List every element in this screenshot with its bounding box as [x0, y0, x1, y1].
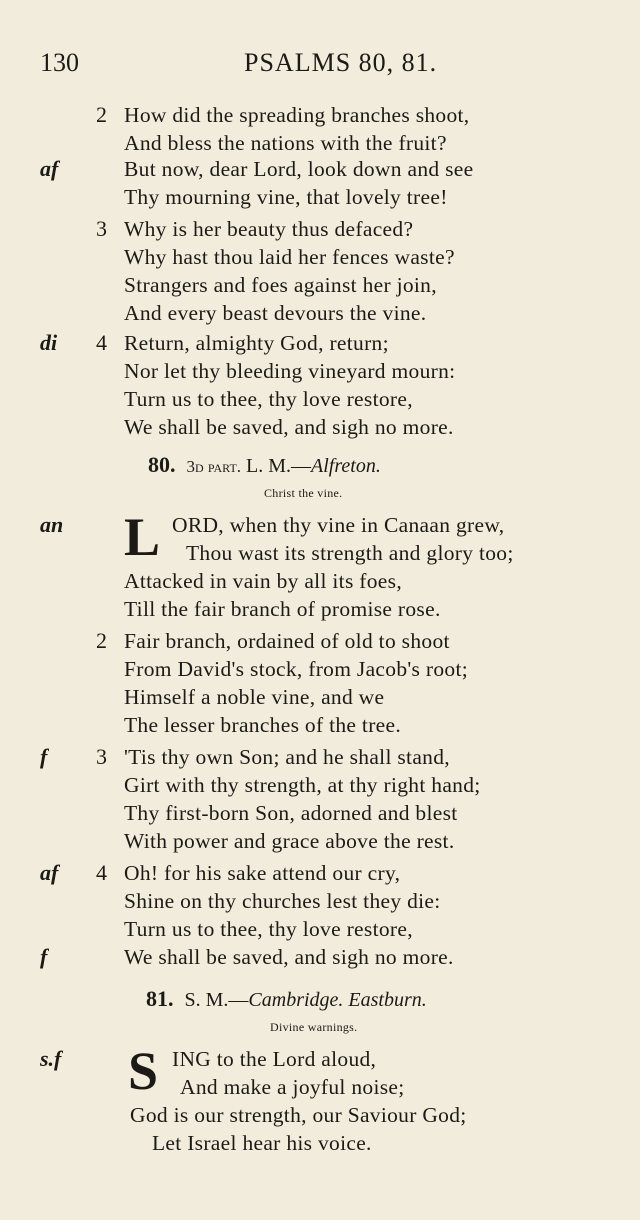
- verse-line: And every beast devours the vine.: [124, 301, 427, 325]
- dynamic-mark: f: [40, 944, 48, 969]
- verse-line: But now, dear Lord, look down and see: [124, 157, 474, 181]
- hymn-part: 3d part.: [186, 457, 242, 476]
- page-header: [40, 48, 600, 82]
- hymn-number: 81.: [146, 986, 174, 1011]
- verse-line: How did the spreading branches shoot,: [124, 103, 470, 127]
- verse-line: Girt with thy strength, at thy right hand;: [124, 773, 481, 797]
- verse-line: 'Tis thy own Son; and he shall stand,: [124, 745, 450, 769]
- hymn-tune: Cambridge. Eastburn.: [248, 989, 427, 1011]
- verse-line: Fair branch, ordained of old to shoot: [124, 629, 450, 653]
- verse-line: Oh! for his sake attend our cry,: [124, 861, 401, 885]
- dynamic-mark: f: [40, 744, 48, 769]
- verse-line: We shall be saved, and sigh no more.: [124, 945, 454, 969]
- drop-cap: S: [128, 1041, 159, 1101]
- verse-line: Thou wast its strength and glory too;: [186, 541, 514, 565]
- hymn-heading: [148, 452, 381, 478]
- hymn-heading: [146, 986, 427, 1012]
- verse-number: 2: [96, 102, 107, 127]
- verse-line: God is our strength, our Saviour God;: [130, 1103, 467, 1127]
- page-title: PSALMS 80, 81.: [244, 48, 438, 77]
- verse-line: Thy first-born Son, adorned and blest: [124, 801, 458, 825]
- verse-line: Why hast thou laid her fences waste?: [124, 245, 455, 269]
- dynamic-mark: af: [40, 156, 59, 181]
- verse-number: 2: [96, 628, 107, 653]
- hymn-subtitle: Christ the vine.: [264, 486, 343, 500]
- verse-number: 4: [96, 330, 107, 355]
- hymn-meter: S. M.—: [184, 989, 249, 1011]
- verse-line: Let Israel hear his voice.: [152, 1131, 372, 1155]
- dynamic-mark: di: [40, 330, 58, 355]
- verse-line: The lesser branches of the tree.: [124, 713, 402, 737]
- dynamic-mark: an: [40, 512, 64, 537]
- verse-line: Till the fair branch of promise rose.: [124, 597, 441, 621]
- hymn-number: 80.: [148, 452, 176, 477]
- verse-line: Strangers and foes against her join,: [124, 273, 437, 297]
- verse-line: And bless the nations with the fruit?: [124, 131, 447, 155]
- verse-line: Turn us to thee, thy love restore,: [124, 917, 413, 941]
- dynamic-mark: s.f: [40, 1046, 62, 1071]
- verse-line: Turn us to thee, thy love restore,: [124, 387, 413, 411]
- verse-line: Attacked in vain by all its foes,: [124, 569, 402, 593]
- dynamic-mark: af: [40, 860, 59, 885]
- verse-line: Return, almighty God, return;: [124, 331, 389, 355]
- verse-line: Nor let thy bleeding vineyard mourn:: [124, 359, 456, 383]
- verse-number: 3: [96, 216, 107, 241]
- verse-line: Thy mourning vine, that lovely tree!: [124, 185, 448, 209]
- drop-cap: L: [124, 507, 161, 567]
- verse-line: And make a joyful noise;: [180, 1075, 405, 1099]
- hymn-tune: Alfreton.: [311, 455, 381, 477]
- verse-line: From David's stock, from Jacob's root;: [124, 657, 468, 681]
- verse-line: Shine on thy churches lest they die:: [124, 889, 441, 913]
- verse-line: ORD, when thy vine in Canaan grew,: [172, 513, 505, 537]
- hymn-subtitle: Divine warnings.: [270, 1020, 358, 1034]
- verse-line: With power and grace above the rest.: [124, 829, 455, 853]
- verse-number: 3: [96, 744, 107, 769]
- page-number: 130: [40, 48, 79, 77]
- verse-line: Himself a noble vine, and we: [124, 685, 385, 709]
- verse-line: ING to the Lord aloud,: [172, 1047, 377, 1071]
- hymn-meter: L. M.—: [246, 455, 312, 477]
- verse-line: Why is her beauty thus defaced?: [124, 217, 414, 241]
- verse-line: We shall be saved, and sigh no more.: [124, 415, 454, 439]
- verse-number: 4: [96, 860, 107, 885]
